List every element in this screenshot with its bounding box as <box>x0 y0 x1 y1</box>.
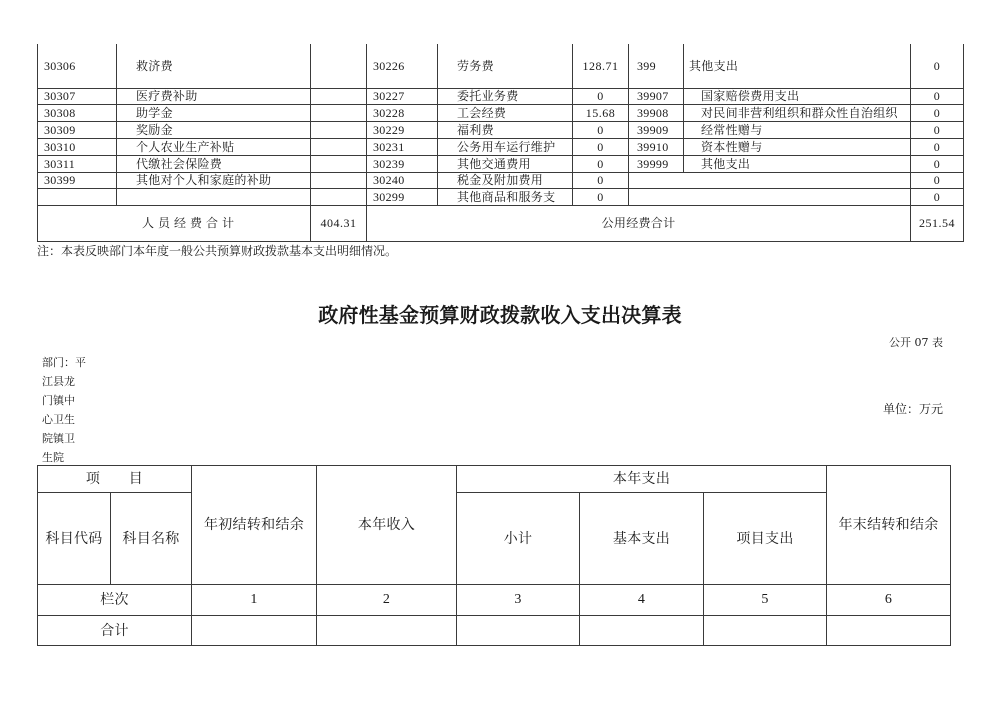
total-cell <box>457 616 580 646</box>
public-item-amount: 0 <box>573 88 629 104</box>
subject-name-header: 科目名称 <box>111 493 192 585</box>
public-item-amount: 0 <box>573 138 629 155</box>
other-item-code: 39909 <box>629 121 684 138</box>
report-title: 政府性基金预算财政拨款收入支出决算表 <box>318 303 682 327</box>
column-number: 2 <box>317 585 457 616</box>
other-item-amount: 0 <box>911 188 964 205</box>
personnel-item-name: 个人农业生产补贴 <box>117 138 311 155</box>
public-item-code: 30228 <box>367 104 438 121</box>
total-row <box>38 616 951 646</box>
other-item-code: 399 <box>629 44 684 88</box>
table-row <box>38 188 964 205</box>
personnel-item-name: 代缴社会保险费 <box>117 155 311 172</box>
personnel-item-code: 30311 <box>38 155 117 172</box>
personnel-item-code: 30306 <box>38 44 117 88</box>
other-item-name: 国家赔偿费用支出 <box>684 88 911 104</box>
other-item-code: 39907 <box>629 88 684 104</box>
total-cell <box>317 616 457 646</box>
public-item-name: 工会经费 <box>438 104 573 121</box>
public-item-amount: 0 <box>573 155 629 172</box>
project-expense-header: 项目支出 <box>704 493 827 585</box>
personnel-item-code: 30308 <box>38 104 117 121</box>
public-item-amount: 128.71 <box>573 44 629 88</box>
public-item-code: 30226 <box>367 44 438 88</box>
table-row <box>38 155 964 172</box>
public-item-name: 公务用车运行维护 <box>438 138 573 155</box>
personnel-item-amount <box>311 138 367 155</box>
public-item-name: 其他交通费用 <box>438 155 573 172</box>
public-item-amount: 0 <box>573 121 629 138</box>
table-row <box>38 88 964 104</box>
subtotal-header: 小计 <box>457 493 580 585</box>
other-item-name: 其他支出 <box>684 44 911 88</box>
public-item-name: 税金及附加费用 <box>438 172 573 188</box>
personnel-item-code: 30307 <box>38 88 117 104</box>
other-item-amount: 0 <box>911 138 964 155</box>
column-number: 6 <box>827 585 951 616</box>
public-total-label: 公用经费合计 <box>367 205 911 241</box>
other-item-name: 资本性赠与 <box>684 138 911 155</box>
department-line: 江县龙 <box>42 375 75 388</box>
public-item-code: 30239 <box>367 155 438 172</box>
public-item-code: 30227 <box>367 88 438 104</box>
basic-expense-header: 基本支出 <box>580 493 704 585</box>
current-expense-header: 本年支出 <box>457 466 827 493</box>
public-item-code: 30299 <box>367 188 438 205</box>
public-item-amount: 0 <box>573 188 629 205</box>
department-line: 部门：平 <box>42 356 86 369</box>
total-cell <box>704 616 827 646</box>
table-row <box>38 138 964 155</box>
closing-balance-header: 年末结转和结余 <box>827 466 951 585</box>
fund-report-table <box>37 465 951 646</box>
department-line: 门镇中 <box>42 394 75 407</box>
empty-cell <box>311 188 367 205</box>
other-item-amount: 0 <box>911 121 964 138</box>
other-item-code: 39908 <box>629 104 684 121</box>
column-number: 5 <box>704 585 827 616</box>
empty-cell <box>629 188 911 205</box>
personnel-item-code: 30310 <box>38 138 117 155</box>
personnel-item-name: 救济费 <box>117 44 311 88</box>
total-cell <box>580 616 704 646</box>
department-line: 生院 <box>42 451 64 464</box>
other-item-amount: 0 <box>911 172 964 188</box>
total-label: 合计 <box>38 616 192 646</box>
public-item-amount: 15.68 <box>573 104 629 121</box>
other-item-name: 其他支出 <box>684 155 911 172</box>
empty-cell <box>38 188 117 205</box>
current-income-header: 本年收入 <box>317 466 457 585</box>
other-item-amount: 0 <box>911 155 964 172</box>
personnel-item-amount <box>311 104 367 121</box>
department-line: 心卫生 <box>42 413 75 426</box>
public-item-code: 30231 <box>367 138 438 155</box>
table-row <box>38 44 964 88</box>
table-note: 注：本表反映部门本年度一般公共预算财政拨款基本支出明细情况。 <box>37 244 398 258</box>
other-item-name: 经常性赠与 <box>684 121 911 138</box>
empty-cell <box>117 188 311 205</box>
personnel-item-name: 医疗费补助 <box>117 88 311 104</box>
personnel-item-amount <box>311 121 367 138</box>
public-total-value: 251.54 <box>911 205 964 241</box>
expense-detail-table <box>37 44 964 242</box>
column-index-label: 栏次 <box>38 585 192 616</box>
personnel-item-code: 30399 <box>38 172 117 188</box>
public-item-name: 福利费 <box>438 121 573 138</box>
header-row <box>38 466 951 493</box>
personnel-item-name: 奖励金 <box>117 121 311 138</box>
department-label <box>42 353 86 467</box>
subject-code-header: 科目代码 <box>38 493 111 585</box>
column-number: 1 <box>192 585 317 616</box>
personnel-item-code: 30309 <box>38 121 117 138</box>
table-row <box>38 121 964 138</box>
public-item-code: 30240 <box>367 172 438 188</box>
other-item-code: 39910 <box>629 138 684 155</box>
item-header: 项 目 <box>38 466 192 493</box>
total-cell <box>192 616 317 646</box>
personnel-item-amount <box>311 88 367 104</box>
opening-balance-header: 年初结转和结余 <box>192 466 317 585</box>
public-item-amount: 0 <box>573 172 629 188</box>
empty-cell <box>629 172 911 188</box>
table-row <box>38 104 964 121</box>
personnel-item-amount <box>311 172 367 188</box>
other-item-amount: 0 <box>911 104 964 121</box>
public-item-code: 30229 <box>367 121 438 138</box>
department-line: 院镇卫 <box>42 432 75 445</box>
column-number: 4 <box>580 585 704 616</box>
table-row <box>38 172 964 188</box>
public-item-name: 劳务费 <box>438 44 573 88</box>
total-cell <box>827 616 951 646</box>
personnel-item-name: 助学金 <box>117 104 311 121</box>
other-item-code: 39999 <box>629 155 684 172</box>
personnel-total-label: 人员经费合计 <box>38 205 311 241</box>
public-item-name: 其他商品和服务支 <box>438 188 573 205</box>
public-item-name: 委托业务费 <box>438 88 573 104</box>
form-number: 公开 07 表 <box>889 336 943 349</box>
column-index-row <box>38 585 951 616</box>
other-item-name: 对民间非营利组织和群众性自治组织 <box>684 104 911 121</box>
personnel-item-amount <box>311 44 367 88</box>
other-item-amount: 0 <box>911 88 964 104</box>
personnel-total-value: 404.31 <box>311 205 367 241</box>
column-number: 3 <box>457 585 580 616</box>
personnel-item-name: 其他对个人和家庭的补助 <box>117 172 311 188</box>
unit-label: 单位：万元 <box>882 402 943 416</box>
totals-row <box>38 205 964 241</box>
other-item-amount: 0 <box>911 44 964 88</box>
header-row <box>38 493 951 585</box>
personnel-item-amount <box>311 155 367 172</box>
